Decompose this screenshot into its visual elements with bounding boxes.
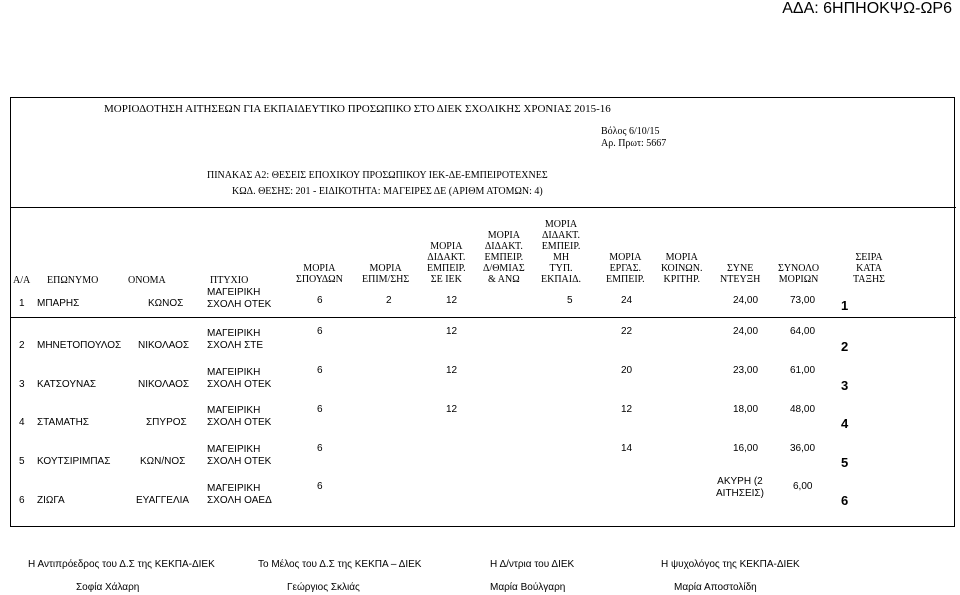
ada-code: ΑΔΑ: 6ΗΠΗΟΚΨΩ-ΩΡ6 (782, 0, 952, 17)
row-surname: ΜΗΝΕΤΟΠΟΥΛΟΣ (37, 340, 122, 351)
table-mid-rule (11, 317, 956, 318)
header-name: ΟΝΟΜΑ (128, 275, 166, 286)
row-moria-spoudon: 6 (317, 326, 323, 337)
row-rank: 5 (841, 455, 849, 470)
header-aa: Α/Α (13, 275, 31, 286)
row-synenteuxi: 24,00 (733, 326, 759, 337)
position-description: ΚΩΔ. ΘΕΣΗΣ: 201 - ΕΙΔΙΚΟΤΗΤΑ: ΜΑΓΕΙΡΕΣ ΔΕ (ΑΡΙΘΜ ΑΤΟΜΩΝ: 4) (232, 186, 543, 197)
row-name: ΝΙΚΟΛΑΟΣ (138, 340, 190, 351)
header-moria-mi-typiki: ΜΟΡΙΑ ΔΙΔΑΚΤ. ΕΜΠΕΙΡ. ΜΗ ΤΥΠ. ΕΚΠΑΙΔ. (541, 219, 582, 285)
row-synenteuxi: 16,00 (733, 443, 759, 454)
row-surname: ΚΑΤΣΟΥΝΑΣ (37, 379, 97, 390)
protocol-number: Αρ. Πρωτ: 5667 (601, 138, 667, 149)
row-moria-spoudon: 6 (317, 481, 323, 492)
header-moria-ergasiaki: ΜΟΡΙΑ ΕΡΓΑΣ. ΕΜΠΕΙΡ. (606, 252, 645, 285)
header-synolo: ΣΥΝΟΛΟ ΜΟΡΙΩΝ (778, 263, 820, 285)
row-degree: ΜΑΓΕΙΡΙΚΗ ΣΧΟΛΗ ΟΤΕΚ (207, 405, 272, 428)
row-moria-ergasiaki: 12 (621, 404, 633, 415)
row-moria-ergasiaki: 24 (621, 295, 633, 306)
signature-role: Το Μέλος του Δ.Σ της ΚΕΚΠΑ – ΔΙΕΚ (258, 559, 422, 570)
row-synenteuxi: 18,00 (733, 404, 759, 415)
row-aa: 1 (19, 298, 25, 309)
row-moria-spoudon: 6 (317, 295, 323, 306)
row-rank: 6 (841, 493, 849, 508)
row-surname: ΚΟΥΤΣΙΡΙΜΠΑΣ (37, 456, 111, 467)
document-title: ΜΟΡΙΟΔΟΤΗΣΗ ΑΙΤΗΣΕΩΝ ΓΙΑ ΕΚΠΑΙΔΕΥΤΙΚΟ ΠΡΟΣΩΠΙΚΟ ΣΤΟ ΔΙΕΚ ΣΧΟΛΙΚΗΣ ΧΡΟΝΙΑΣ 2015-16 (104, 103, 611, 115)
row-degree: ΜΑΓΕΙΡΙΚΗ ΣΧΟΛΗ ΟΤΕΚ (207, 367, 272, 390)
row-name: ΣΠΥΡΟΣ (146, 417, 187, 428)
row-aa: 2 (19, 340, 25, 351)
row-moria-iek: 12 (446, 295, 458, 306)
row-synenteuxi: 23,00 (733, 365, 759, 376)
header-surname: ΕΠΩΝΥΜΟ (47, 275, 99, 286)
row-degree: ΜΑΓΕΙΡΙΚΗ ΣΧΟΛΗ ΟΤΕΚ (207, 444, 272, 467)
row-moria-iek: 12 (446, 404, 458, 415)
row-synenteuxi-note: ΑΚΥΡΗ (2 ΑΙΤΗΣΕΙΣ) (716, 476, 764, 499)
row-aa: 3 (19, 379, 25, 390)
row-name: ΝΙΚΟΛΑΟΣ (138, 379, 190, 390)
row-moria-iek: 12 (446, 365, 458, 376)
row-surname: ΖΙΩΓΑ (37, 495, 65, 506)
row-rank: 4 (841, 416, 849, 431)
header-moria-iek: ΜΟΡΙΑ ΔΙΔΑΚΤ. ΕΜΠΕΙΡ. ΣΕ ΙΕΚ (427, 241, 466, 285)
header-moria-dthmias: ΜΟΡΙΑ ΔΙΔΑΚΤ. ΕΜΠΕΙΡ. Δ/ΘΜΙΑΣ & ΑΝΩ (483, 230, 525, 285)
signature-role: Η Αντιπρόεδρος του Δ.Σ της ΚΕΚΠΑ-ΔΙΕΚ (28, 559, 215, 570)
header-moria-koinonika: ΜΟΡΙΑ ΚΟΙΝΩΝ. ΚΡΙΤΗΡ. (661, 252, 703, 285)
row-total: 61,00 (790, 365, 816, 376)
row-moria-spoudon: 6 (317, 443, 323, 454)
row-degree: ΜΑΓΕΙΡΙΚΗ ΣΧΟΛΗ ΟΤΕΚ (207, 287, 272, 310)
row-degree: ΜΑΓΕΙΡΙΚΗ ΣΧΟΛΗ ΣΤΕ (207, 328, 264, 351)
row-moria-spoudon: 6 (317, 404, 323, 415)
row-surname: ΣΤΑΜΑΤΗΣ (37, 417, 89, 428)
header-degree: ΠΤΥΧΙΟ (210, 275, 249, 286)
row-total: 73,00 (790, 295, 816, 306)
row-aa: 4 (19, 417, 25, 428)
row-name: ΕΥΑΓΓΕΛΙΑ (136, 495, 190, 506)
signature-name: Μαρία Αποστολίδη (674, 582, 757, 593)
signature-role: Η Δ/ντρια του ΔΙΕΚ (490, 559, 575, 570)
header-seira: ΣΕΙΡΑ ΚΑΤΑ ΤΑΞΗΣ (853, 252, 886, 285)
header-moria-epimorfosis: ΜΟΡΙΑ ΕΠΙΜ/ΣΗΣ (362, 263, 410, 285)
document-date: Βόλος 6/10/15 (601, 126, 660, 137)
row-moria-ergasiaki: 22 (621, 326, 633, 337)
row-degree: ΜΑΓΕΙΡΙΚΗ ΣΧΟΛΗ ΟΑΕΔ (207, 483, 272, 506)
signature-name: Σοφία Χάλαρη (76, 582, 140, 593)
row-total: 48,00 (790, 404, 816, 415)
row-rank: 3 (841, 378, 849, 393)
row-rank: 2 (841, 339, 849, 354)
row-moria-iek: 12 (446, 326, 458, 337)
row-rank: 1 (841, 298, 849, 313)
row-total: 64,00 (790, 326, 816, 337)
signature-role: Η ψυχολόγος της ΚΕΚΠΑ-ΔΙΕΚ (661, 559, 800, 570)
row-aa: 5 (19, 456, 25, 467)
table-top-rule (11, 207, 956, 208)
row-moria-spoudon: 6 (317, 365, 323, 376)
row-moria-ergasiaki: 14 (621, 443, 633, 454)
row-aa: 6 (19, 495, 25, 506)
row-surname: ΜΠΑΡΗΣ (37, 298, 80, 309)
signature-name: Γεώργιος Σκλιάς (287, 582, 360, 593)
row-synenteuxi: 24,00 (733, 295, 759, 306)
row-total: 36,00 (790, 443, 816, 454)
row-name: ΚΩΝ/ΝΟΣ (140, 456, 186, 467)
signature-name: Μαρία Βούλγαρη (490, 582, 566, 593)
table-caption: ΠΙΝΑΚΑΣ Α2: ΘΕΣΕΙΣ ΕΠΟΧΙΚΟΥ ΠΡΟΣΩΠΙΚΟΥ ΙΕΚ-ΔΕ-ΕΜΠΕΙΡΟΤΕΧΝΕΣ (207, 170, 548, 181)
row-moria-mi-typiki: 5 (567, 295, 573, 306)
header-synenteuxi: ΣΥΝΕ ΝΤΕΥΞΗ (720, 263, 761, 285)
row-total: 6,00 (793, 481, 813, 492)
row-moria-ergasiaki: 20 (621, 365, 633, 376)
row-name: ΚΩΝΟΣ (148, 298, 184, 309)
row-moria-epimorfosis: 2 (386, 295, 392, 306)
header-moria-spoudon: ΜΟΡΙΑ ΣΠΟΥΔΩΝ (296, 263, 343, 285)
